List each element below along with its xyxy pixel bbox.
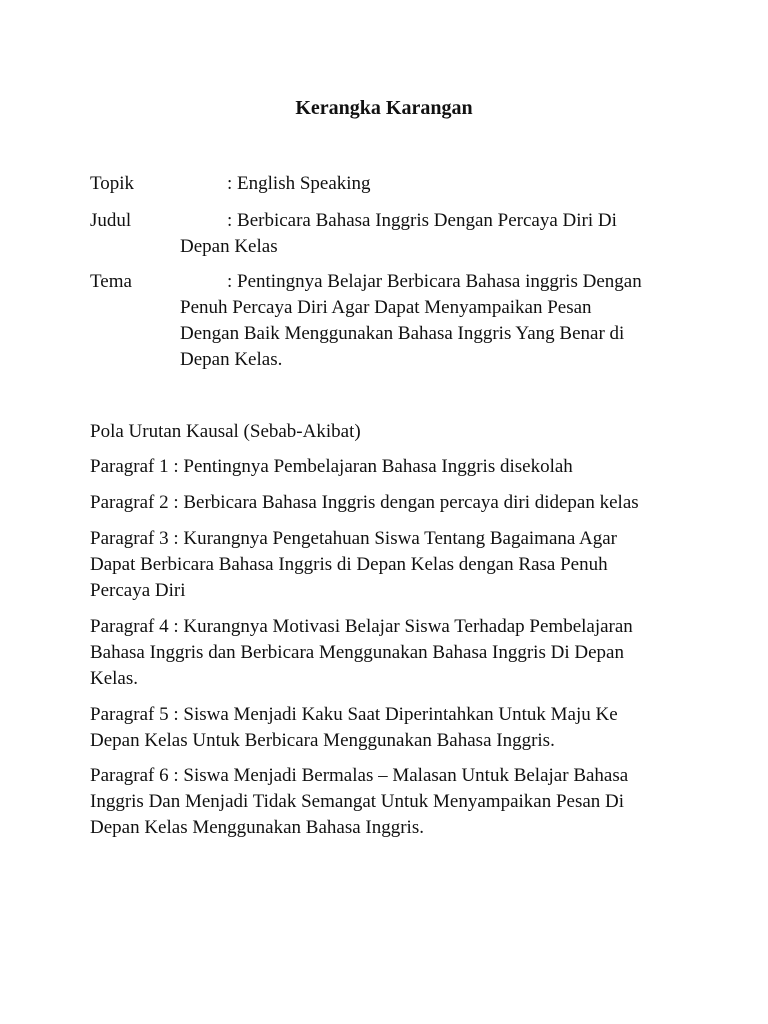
paragraph-item xyxy=(90,702,685,754)
paragraph-line: Depan Kelas Menggunakan Bahasa Inggris. xyxy=(90,817,424,838)
field-tema-value-line: : Pentingnya Belajar Berbicara Bahasa inggris Dengan xyxy=(227,271,642,292)
paragraph-item xyxy=(90,526,685,604)
paragraph-line: Paragraf 4 : Kurangnya Motivasi Belajar Siswa Terhadap Pembelajaran xyxy=(90,616,633,637)
paragraph-line: Paragraf 2 : Berbicara Bahasa Inggris dengan percaya diri didepan kelas xyxy=(90,492,639,513)
paragraph-item xyxy=(90,454,685,480)
field-tema-value-line: Depan Kelas. xyxy=(180,349,283,370)
field-topik xyxy=(90,171,680,197)
paragraph-line: Bahasa Inggris dan Berbicara Menggunakan Bahasa Inggris Di Depan xyxy=(90,642,624,663)
paragraph-line: Paragraf 1 : Pentingnya Pembelajaran Bahasa Inggris disekolah xyxy=(90,456,573,477)
pola-heading: Pola Urutan Kausal (Sebab-Akibat) xyxy=(90,421,361,442)
field-topik-value-line: : English Speaking xyxy=(227,173,371,194)
field-tema-value-line: Penuh Percaya Diri Agar Dapat Menyampaikan Pesan xyxy=(180,297,592,318)
paragraph-line: Paragraf 3 : Kurangnya Pengetahuan Siswa Tentang Bagaimana Agar xyxy=(90,528,617,549)
paragraph-item xyxy=(90,490,685,516)
paragraph-item xyxy=(90,614,685,692)
paragraph-line: Kelas. xyxy=(90,668,139,689)
paragraph-line: Depan Kelas Untuk Berbicara Menggunakan Bahasa Inggris. xyxy=(90,730,555,751)
document-title: Kerangka Karangan xyxy=(295,97,473,119)
field-judul-value-line: Depan Kelas xyxy=(180,236,278,257)
field-tema xyxy=(90,269,680,373)
field-judul-label: Judul xyxy=(90,210,132,231)
paragraph-line: Percaya Diri xyxy=(90,580,186,601)
paragraph-line: Paragraf 6 : Siswa Menjadi Bermalas – Malasan Untuk Belajar Bahasa xyxy=(90,765,629,786)
paragraph-line: Dapat Berbicara Bahasa Inggris di Depan Kelas dengan Rasa Penuh xyxy=(90,554,608,575)
paragraph-line: Inggris Dan Menjadi Tidak Semangat Untuk Menyampaikan Pesan Di xyxy=(90,791,625,812)
field-judul-value-line: : Berbicara Bahasa Inggris Dengan Percaya Diri Di xyxy=(227,210,617,231)
paragraph-item xyxy=(90,763,685,841)
paragraph-line: Paragraf 5 : Siswa Menjadi Kaku Saat Diperintahkan Untuk Maju Ke xyxy=(90,704,618,725)
field-tema-label: Tema xyxy=(90,271,132,292)
field-judul xyxy=(90,208,680,260)
field-topik-label: Topik xyxy=(90,173,135,194)
field-tema-value-line: Dengan Baik Menggunakan Bahasa Inggris Yang Benar di xyxy=(180,323,625,344)
